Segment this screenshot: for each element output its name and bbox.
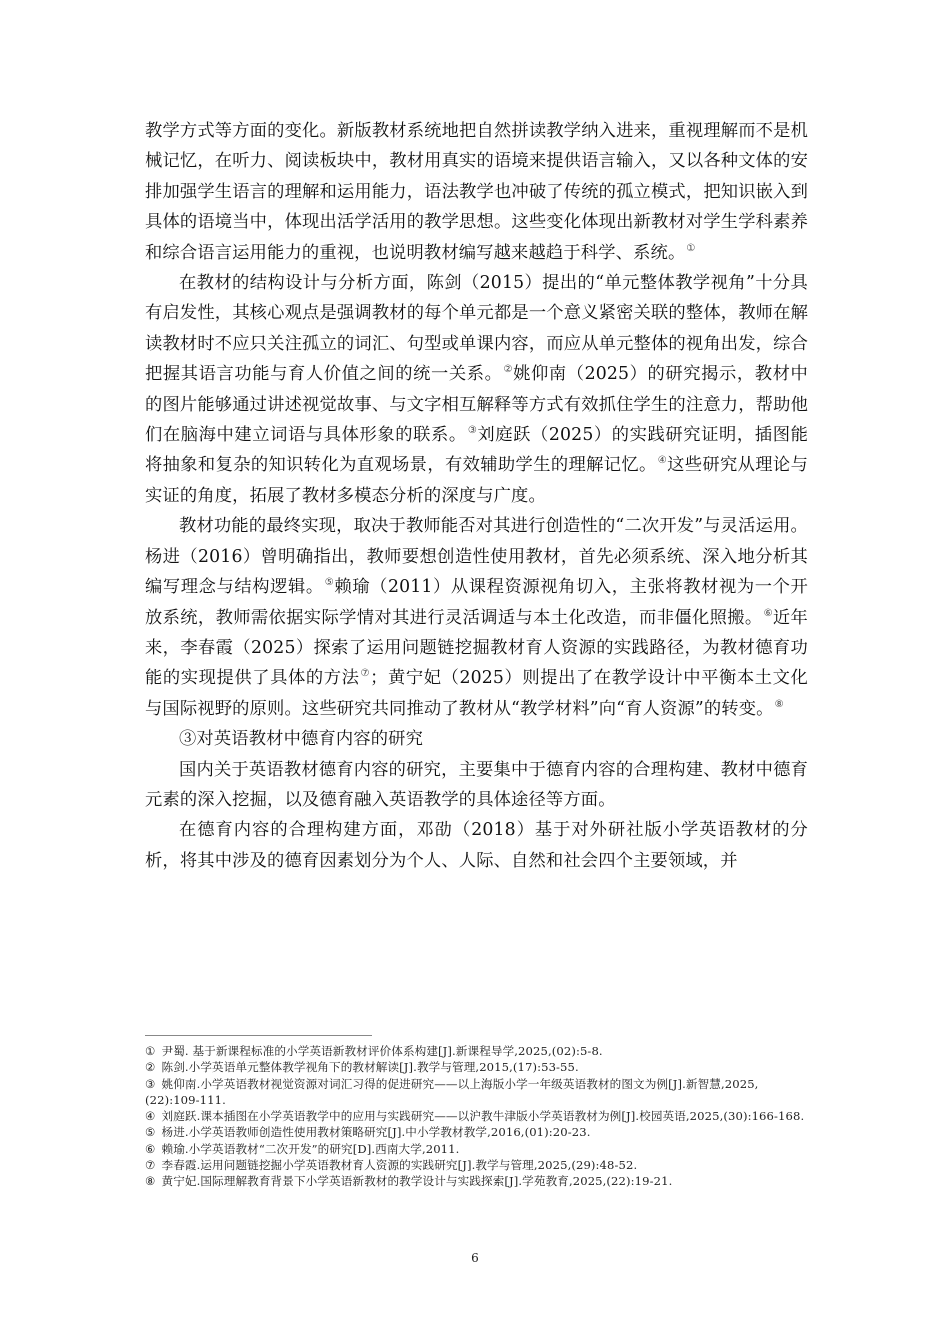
footnotes xyxy=(145,1043,813,1190)
footnote-text: 杨进.小学英语教师创造性使用教材策略研究[J].中小学教材教学,2016,(01):20-23. xyxy=(161,1125,591,1140)
footnote-mark: ① xyxy=(145,1044,156,1058)
footnote-ref: ③ xyxy=(467,425,478,437)
section-heading xyxy=(145,724,808,754)
footnote-mark: ⑧ xyxy=(145,1174,156,1189)
footnote-mark: ④ xyxy=(145,1109,156,1124)
paragraph-text: 近年来，李春霞（2025）探索了运用问题链挖掘教材育人资源的实践路径，为教材德育功能的实现提供了具体的方法 xyxy=(145,607,808,689)
paragraph xyxy=(145,755,808,816)
paragraph-text: 教材功能的最终实现，取决于教师能否对其进行创造性的“二次开发”与灵活运用。杨进（2016）曾明确指出，教师要想创造性使用教材，首先必须系统、深入地分析其编写理念与结构逻辑。 xyxy=(145,516,808,598)
paragraph xyxy=(145,511,808,724)
paragraph-text: ；黄宁妃（2025）则提出了在教学设计中平衡本土文化与国际视野的原则。这些研究共同推动了教材从“教学材料”向“育人资源”的转变。 xyxy=(145,668,808,719)
footnote-text: 刘庭跃.课本插图在小学英语教学中的应用与实践研究——以沪教牛津版小学英语教材为例[J].校园英语,2025,(30):166-168. xyxy=(161,1109,805,1124)
footnote-separator xyxy=(145,1035,372,1036)
footnote-text: 李春霞.运用问题链挖掘小学英语教材育人资源的实践研究[J].教学与管理,2025,(29):48-52. xyxy=(161,1158,638,1173)
paragraph-text: 教学方式等方面的变化。新版教材系统地把自然拼读教学纳入进来，重视理解而不是机械记忆，在听力、阅读板块中，教材用真实的语境来提供语言输入，又以各种文体的安排加强学生语言的理解和运用能力，语法教学也冲破了传统的孤立模式，把知识嵌入到具体的语境当中，体现出活学活用的教学思想。这些变化体现出新教材对学生学科素养和综合语言运用能力的重视，也说明教材编写越来越趋于科学、系统。 xyxy=(145,121,808,263)
page-number: 6 xyxy=(471,1251,479,1265)
body-text xyxy=(145,116,808,876)
footnote-ref: ④ xyxy=(657,455,668,467)
footnote-text: 姚仰南.小学英语教材视觉资源对词汇习得的促进研究——以上海版小学一年级英语教材的图文为例[J].新智慧,2025,(22):109-111. xyxy=(145,1076,759,1107)
paragraph-text: 这些研究从理论与实证的角度，拓展了教材多模态分析的深度与广度。 xyxy=(145,455,809,506)
paragraph-text: 国内关于英语教材德育内容的研究，主要集中于德育内容的合理构建、教材中德育元素的深入挖掘，以及德育融入英语教学的具体途径等方面。 xyxy=(145,759,808,810)
footnote-mark: ⑦ xyxy=(145,1158,156,1173)
footnote-ref: ⑦ xyxy=(360,668,371,680)
footnote-text: 黄宁妃.国际理解教育背景下小学英语新教材的教学设计与实践探索[J].学苑教育,2025,(22):19-21. xyxy=(161,1174,673,1189)
footnote-ref: ⑧ xyxy=(774,698,784,710)
footnote-mark: ③ xyxy=(145,1076,156,1091)
paragraph-text: 在德育内容的合理构建方面，邓劭（2018）基于对外研社版小学英语教材的分析，将其中涉及的德育因素划分为个人、人际、自然和社会四个主要领域，并 xyxy=(145,820,808,871)
paragraph-text: 刘庭跃（2025）的实践研究证明，插图能将抽象和复杂的知识转化为直观场景，有效辅助学生的理解记忆。 xyxy=(145,425,808,476)
footnote-ref: ⑥ xyxy=(763,607,773,619)
heading-text: ③对英语教材中德育内容的研究 xyxy=(179,729,424,750)
paragraph-text: 赖瑜（2011）从课程资源视角切入，主张将教材视为一个开放系统，教师需依据实际学情对其进行灵活调适与本土化改造，而非僵化照搬。 xyxy=(145,577,808,628)
footnote xyxy=(145,1173,813,1189)
footnote-ref: ⑤ xyxy=(324,577,335,589)
footnote-text: 尹蜀. 基于新课程标准的小学英语新教材评价体系构建[J].新课程导学,2025,(02):5-8. xyxy=(161,1044,603,1058)
footnote-ref: ② xyxy=(503,364,514,376)
footnote-text: 陈剑.小学英语单元整体教学视角下的教材解读[J].教学与管理,2015,(17):53-55. xyxy=(161,1060,579,1075)
paragraph xyxy=(145,268,808,511)
footnote xyxy=(145,1141,813,1157)
paragraph-text: 在教材的结构设计与分析方面，陈剑（2015）提出的“单元整体教学视角”十分具有启发性，其核心观点是强调教材的每个单元都是一个意义紧密关联的整体，教师在解读教材时不应只关注孤立的词汇、句型或单课内容，而应从单元整体的视角出发，综合把握其语言功能与育人价值之间的统一关系。 xyxy=(145,273,808,385)
footnote xyxy=(145,1059,813,1075)
footnote xyxy=(145,1124,813,1140)
footnote-text: 赖瑜.小学英语教材“二次开发”的研究[D].西南大学,2011. xyxy=(161,1141,460,1156)
footnote xyxy=(145,1043,813,1059)
footnote-mark: ② xyxy=(145,1060,156,1075)
paragraph xyxy=(145,815,808,876)
paragraph xyxy=(145,116,808,268)
footnote-mark: ⑥ xyxy=(145,1141,156,1156)
footnote xyxy=(145,1108,813,1124)
footnote xyxy=(145,1157,813,1173)
paragraph-text: 姚仰南（2025）的研究揭示，教材中的图片能够通过讲述视觉故事、与文字相互解释等方式有效抓住学生的注意力，帮助他们在脑海中建立词语与具体形象的联系。 xyxy=(145,364,808,446)
footnote-mark: ⑤ xyxy=(145,1125,156,1140)
footnote-ref: ① xyxy=(686,242,696,254)
footnote xyxy=(145,1076,813,1109)
